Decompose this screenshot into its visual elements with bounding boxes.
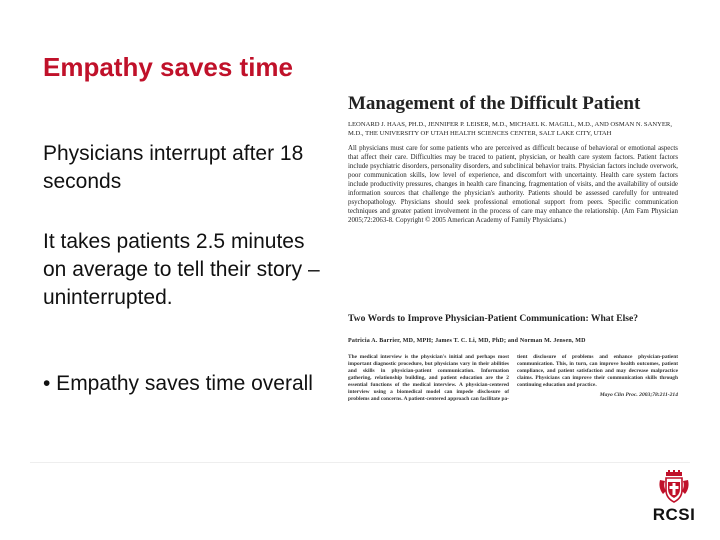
body-paragraph-1 [43, 140, 323, 196]
footer-divider [30, 462, 690, 463]
abstract-column-1: The medical interview is the physician's initial and perhaps most important diagnostic procedure, but physicians vary in their abilities and skills in physician-patient communication. Information gathering, relationship building, and patient education are the 2 essential functions of the medical interview. A physician-centered interview using a biomedical model can impede disclosure of problems and concerns. A patient-centered approach can facilitate pa- [348, 354, 509, 402]
paragraph-text: Physicians interrupt after 18 seconds [43, 142, 304, 193]
body-paragraph-2 [43, 228, 323, 312]
article-excerpt-difficult-patient [348, 93, 678, 225]
crest-icon [657, 470, 691, 504]
abstract-column-2 [517, 354, 678, 403]
article-abstract [348, 354, 678, 403]
body-paragraph-3 [43, 370, 323, 398]
paragraph-text: It takes patients 2.5 minutes on average to tell their story – uninterrupted. [43, 230, 320, 309]
slide-title: Empathy saves time [43, 52, 294, 82]
article-title: Management of the Difficult Patient [348, 93, 641, 114]
article-authors: LEONARD J. HAAS, PH.D., JENNIFER P. LEISER, M.D., MICHAEL K. MAGILL, M.D., AND OSMAN N. SANYER, M.D., THE UNIVERSITY OF UTAH HEALTH SCIENCES CENTER, SALT LAKE CITY, UTAH [348, 121, 672, 137]
article-title: Two Words to Improve Physician-Patient Communication: What Else? [348, 313, 639, 324]
rcsi-logo [652, 470, 696, 525]
article-excerpt-what-else [348, 313, 678, 403]
article-abstract: All physicians must care for some patients who are perceived as difficult because of behavioral or emotional aspects that affect their care. Difficulties may be traced to patient, physician, or health care system factors. Patient factors include psychiatric disorders, personality disorders, and subclinical behavior traits. Physician factors include overwork, poor communication skills, low level of experience, and discomfort with uncertainty. Health care system factors include productivity pressures, changes in health care financing, fragmentation of visits, and the availability of outside information sources that challenge the physician's authority. Patients should be assessed carefully for untreated psychopathology. Physicians should seek professional emotional support from peers. Specific communication techniques and greater patient involvement in the process of care may enhance the relationship. (Am Fam Physician 2005;72:2063-8. Copyright © 2005 American Academy of Family Physicians.) [348, 145, 678, 224]
abstract-column-2-text: tient disclosure of problems and enhance physician-patient communication. This, in turn, can improve health outcomes, patient compliance, and patient satisfaction and may decrease malpractice claims. Physicians can improve their communication skills through continuing education and practice. [517, 354, 678, 388]
article-authors: Patricia A. Barrier, MD, MPH; James T. C. Li, MD, PhD; and Norman M. Jensen, MD [348, 338, 586, 344]
logo-text: RCSI [652, 505, 696, 524]
article-citation: Mayo Clin Proc. 2003;78:211-214 [599, 392, 678, 398]
paragraph-text: • Empathy saves time overall [43, 372, 313, 395]
